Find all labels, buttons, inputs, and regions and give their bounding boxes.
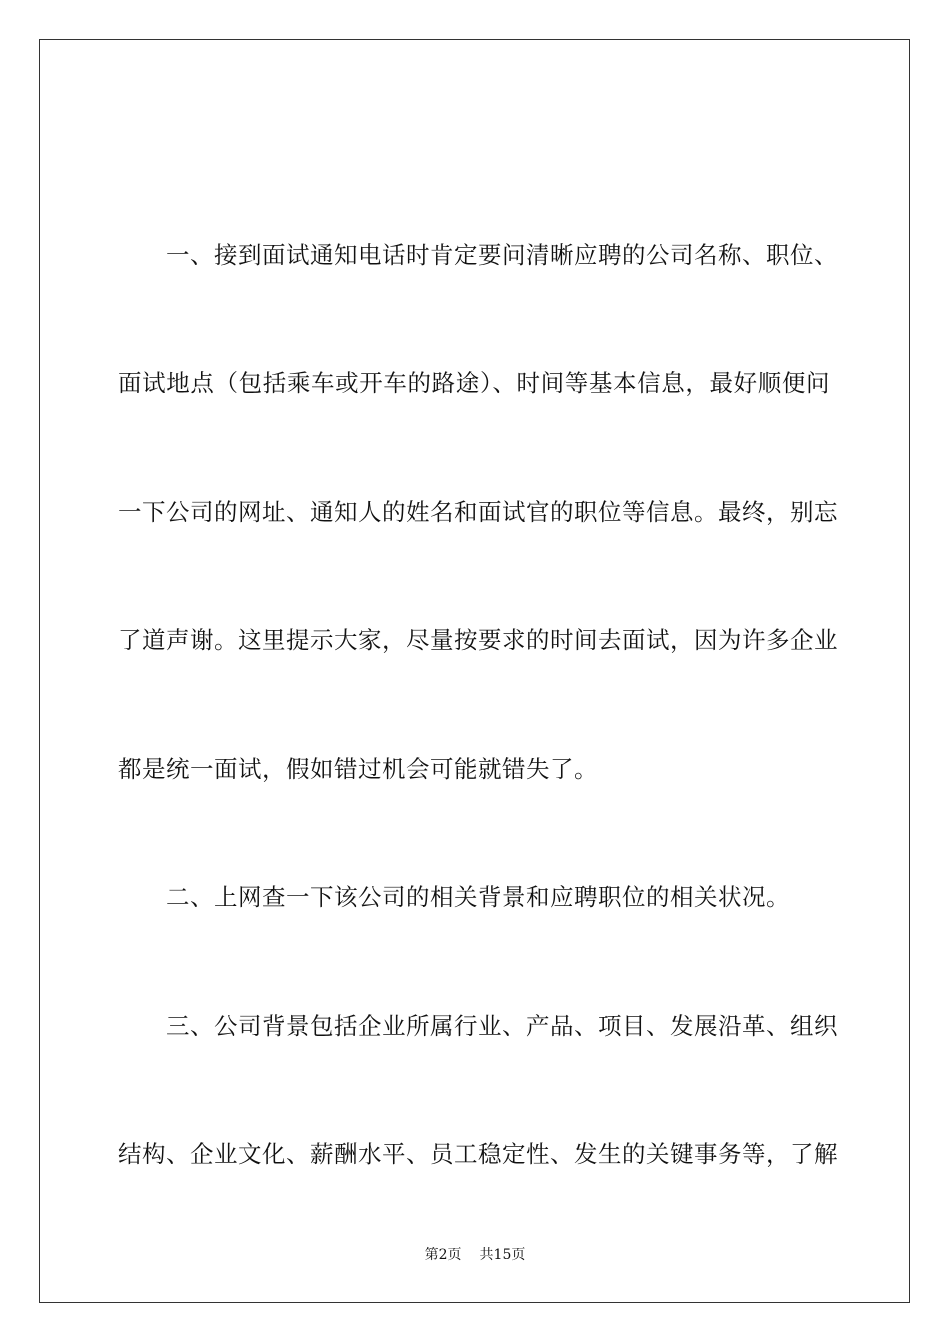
- paragraph-1-line-3: 一下公司的网址、通知人的姓名和面试官的职位等信息。最终，别忘: [118, 498, 838, 526]
- paragraph-1-line-1: 一、接到面试通知电话时肯定要问清晰应聘的公司名称、职位、: [166, 241, 838, 269]
- page-number-current: 第2页: [424, 1247, 462, 1263]
- paragraph-2-line-1: 二、上网查一下该公司的相关背景和应聘职位的相关状况。: [166, 883, 790, 911]
- page-border: [39, 39, 910, 1303]
- paragraph-3-line-2: 结构、企业文化、薪酬水平、员工稳定性、发生的关键事务等，了解: [118, 1140, 838, 1168]
- page-footer: [0, 1246, 950, 1264]
- paragraph-1-line-2: 面试地点（包括乘车或开车的路途）、时间等基本信息，最好顺便问: [118, 369, 830, 397]
- paragraph-1-line-5: 都是统一面试，假如错过机会可能就错失了。: [118, 755, 598, 783]
- paragraph-1-line-4: 了道声谢。这里提示大家，尽量按要求的时间去面试，因为许多企业: [118, 626, 838, 654]
- page-number-total: 共15页: [479, 1247, 526, 1263]
- paragraph-3-line-1: 三、公司背景包括企业所属行业、产品、项目、发展沿革、组织: [166, 1012, 838, 1040]
